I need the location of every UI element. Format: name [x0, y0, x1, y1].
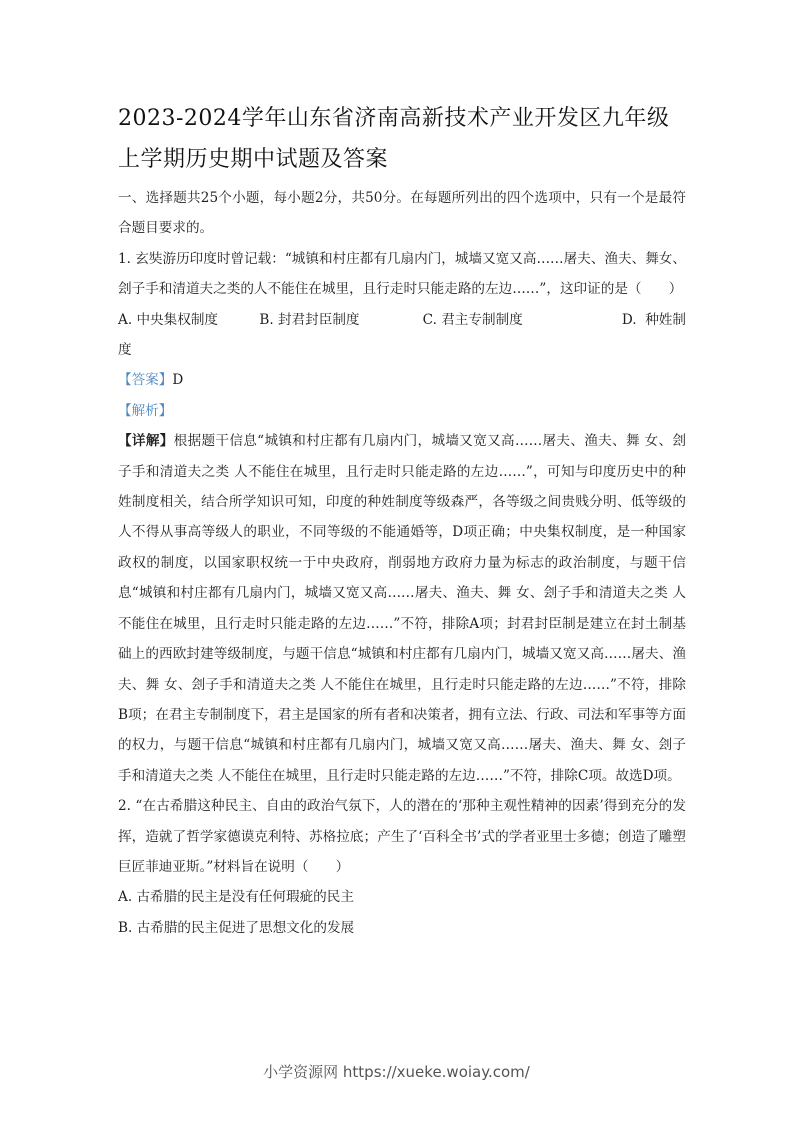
analysis-line: [118, 396, 686, 426]
footer-watermark: 小学资源网 https://xueke.woiay.com/: [263, 1063, 530, 1081]
detail-label: 【详解】: [118, 433, 174, 450]
answer-line: [118, 365, 686, 395]
answer-label: 【答案】: [118, 372, 173, 389]
option-a: A. 中央集权制度: [118, 311, 219, 328]
question-2-option-a: A. 古希腊的民主是没有任何瑕疵的民主: [118, 889, 354, 906]
analysis-label: 【解析】: [118, 402, 173, 419]
option-d-wrap: 度: [118, 342, 132, 359]
section-instruction: 一、选择题共25个小题，每小题2分，共50分。在每题所列出的四个选项中，只有一个是最符合题目要求的。: [118, 190, 686, 237]
question-2-option-b: B. 古希腊的民主促进了思想文化的发展: [118, 919, 355, 936]
detail-paragraph: [118, 426, 686, 791]
question-1-stem: 1. 玄奘游历印度时曾记载：“城镇和村庄都有几扇内门，城墙又宽又高……屠夫、渔夫、舞女、刽子手和清道夫之类的人不能住在城里，且行走时只能走路的左边……”，这印证的是（ ）: [118, 250, 686, 298]
answer-value: D: [172, 372, 184, 389]
option-b: B. 封君封臣制度: [259, 311, 360, 328]
question-1-options: [118, 305, 686, 335]
question-2-stem: 2. “在古希腊这种民主、自由的政治气氛下，人的潜在的‘那种主观性精神的因素’得到充分的发挥，造就了哲学家德谟克利特、苏格拉底；产生了‘百科全书’式的学者亚里士多德；创造了雕塑巨匠菲迪亚斯。”材料旨在说明（ ）: [118, 798, 686, 875]
option-c: C. 君主专制制度: [422, 311, 523, 328]
option-d: D. 种姓制: [621, 311, 686, 328]
detail-text: 根据题干信息“城镇和村庄都有几扇内门，城墙又宽又高……屠夫、渔夫、舞 女、刽子手和清道夫之类 人不能住在城里，且行走时只能走路的左边……”，可知与印度历史中的种姓制度相关，结合所学知识可知，印度的种姓制度等级森严，各等级之间贵贱分明、低等级的人不得从事高等级人的职业，不同等级的不能通婚等，D项正确；中央集权制度，是一种国家政权的制度，以国家职权统一于中央政府，削弱地方政府力量为标志的政治制度，与题干信息“城镇和村庄都有几扇内门，城墙又宽又高……屠夫、渔夫、舞 女、刽子手和清道夫之类 人不能住在城里，且行走时只能走路的左边……”不符，排除A项；封君封臣制是建立在封土制基础上的西欧封建等级制度，与题干信息“城镇和村庄都有几扇内门，城墙又宽又高……屠夫、渔夫、舞 女、刽子手和清道夫之类 人不能住在城里，且行走时只能走路的左边……”不符，排除B项；在君主专制制度下，君主是国家的所有者和决策者，拥有立法、行政、司法和军事等方面的权力，与题干信息“城镇和村庄都有几扇内门，城墙又宽又高……屠夫、渔夫、舞 女、刽子手和清道夫之类 人不能住在城里，且行走时只能走路的左边……”不符，排除C项。故选D项。: [118, 433, 686, 784]
document-title: 2023-2024学年山东省济南高新技术产业开发区九年级上学期历史期中试题及答案: [118, 106, 670, 172]
document-body: [118, 183, 686, 943]
